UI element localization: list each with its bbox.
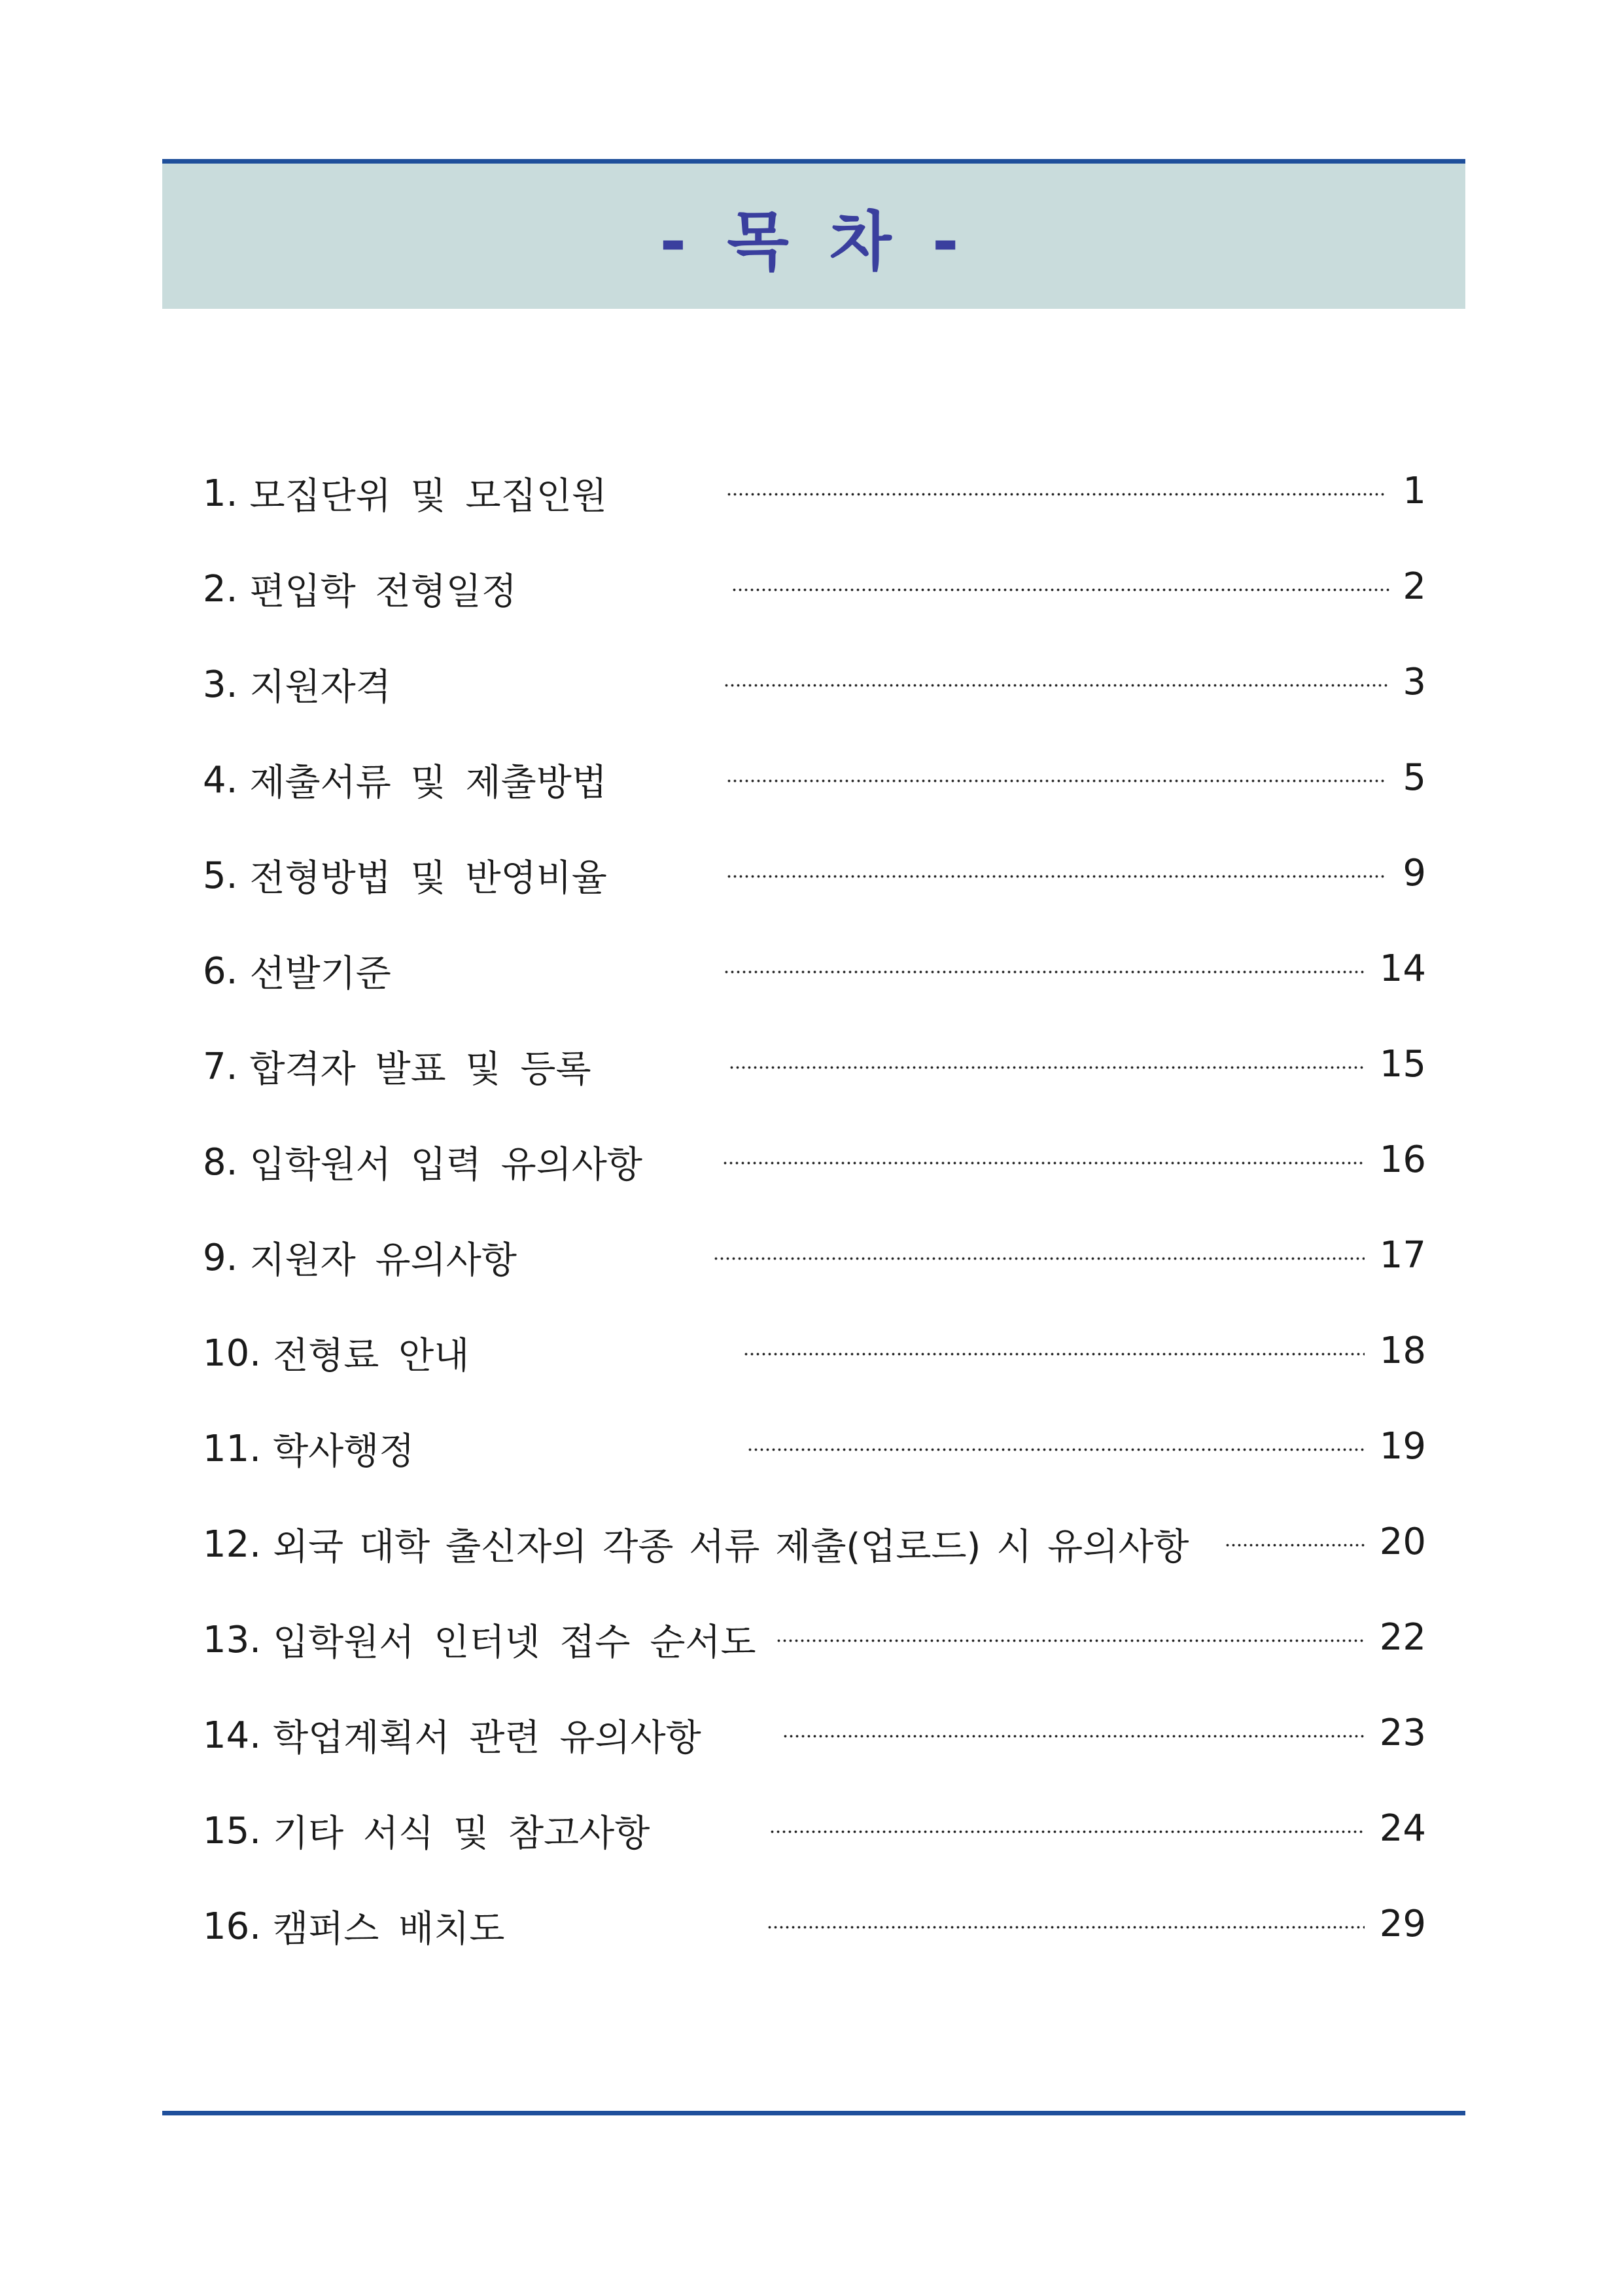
- toc-entry-page: 22: [1379, 1616, 1426, 1659]
- toc-entry-label: 합격자 발표 및 등록: [249, 1048, 591, 1091]
- toc-entry-number: 9.: [203, 1236, 238, 1279]
- toc-entry-number: 7.: [203, 1045, 238, 1088]
- toc-entry[interactable]: [203, 1129, 642, 1195]
- toc-entry-label: 입학원서 인터넷 접수 순서도: [273, 1621, 756, 1664]
- toc-entry-page: 14: [1379, 947, 1426, 990]
- toc-entry-label: 캠퍼스 배치도: [273, 1908, 505, 1951]
- toc-leader-dots: [731, 588, 1389, 592]
- toc-entry-page: 29: [1379, 1903, 1426, 1945]
- toc-leader-dots: [782, 1735, 1365, 1738]
- toc-entry-label: 전형방법 및 반영비율: [249, 857, 607, 900]
- toc-entry-page: 18: [1379, 1330, 1426, 1372]
- toc-leader-dots: [726, 493, 1386, 496]
- toc-entry[interactable]: [203, 1703, 701, 1768]
- toc-leader-dots: [769, 1830, 1365, 1833]
- toc-entry-label: 기타 서식 및 참고사항: [273, 1812, 650, 1855]
- toc-leader-dots: [713, 1257, 1365, 1260]
- toc-entry-page: 17: [1379, 1234, 1426, 1277]
- toc-entry-page: 5: [1403, 756, 1426, 799]
- toc-leader-dots: [722, 1161, 1365, 1165]
- toc-leader-dots: [747, 1448, 1365, 1451]
- toc-leader-dots: [724, 970, 1365, 974]
- toc-entry[interactable]: [203, 1225, 517, 1290]
- toc-entry-number: 11.: [203, 1427, 262, 1470]
- toc-entry[interactable]: [203, 938, 391, 1004]
- toc-entry-page: 15: [1379, 1043, 1426, 1086]
- toc-leader-dots: [743, 1352, 1365, 1356]
- toc-entry-label: 제출서류 및 제출방법: [249, 762, 607, 804]
- toc-entry-number: 5.: [203, 854, 238, 897]
- toc-entry-label: 학사행정: [273, 1430, 415, 1473]
- toc-entry-label: 전형료 안내: [273, 1335, 470, 1377]
- toc-entry[interactable]: [203, 652, 391, 717]
- page-title: - 목 차 -: [659, 204, 968, 279]
- toc-leader-dots: [729, 1066, 1365, 1069]
- toc-entry-page: 1: [1403, 470, 1426, 512]
- toc-entry[interactable]: [203, 1320, 469, 1386]
- toc-entry-page: 3: [1403, 661, 1426, 703]
- toc-entry-label: 지원자격: [249, 666, 391, 709]
- toc-entry-page: 16: [1379, 1139, 1426, 1181]
- toc-leader-dots: [1225, 1544, 1365, 1547]
- toc-entry[interactable]: [203, 1607, 756, 1672]
- toc-leader-dots: [726, 875, 1386, 878]
- toc-leader-dots: [767, 1926, 1365, 1929]
- toc-entry-page: 24: [1379, 1807, 1426, 1850]
- toc-entry-page: 2: [1403, 565, 1426, 608]
- toc-entry-page: 19: [1379, 1425, 1426, 1468]
- toc-entry-label: 편입학 전형일정: [249, 571, 517, 613]
- toc-entry-label: 선발기준: [249, 953, 391, 995]
- toc-entry-number: 3.: [203, 663, 238, 706]
- toc-leader-dots: [776, 1639, 1365, 1642]
- toc-entry[interactable]: [203, 556, 517, 622]
- toc-entry[interactable]: [203, 843, 607, 908]
- toc-entry[interactable]: [203, 461, 607, 526]
- bottom-rule: [162, 2111, 1465, 2115]
- toc-entry-label: 학업계획서 관련 유의사항: [273, 1717, 701, 1759]
- toc-entry-number: 12.: [203, 1523, 262, 1566]
- toc-entry-label: 입학원서 입력 유의사항: [249, 1144, 642, 1186]
- toc-entry-number: 1.: [203, 472, 238, 515]
- toc-entry-label: 모집단위 및 모집인원: [249, 475, 607, 518]
- toc-entry-number: 4.: [203, 758, 238, 802]
- toc-entry-label: 외국 대학 출신자의 각종 서류 제출(업로드) 시 유의사항: [273, 1526, 1189, 1568]
- toc-entry-number: 8.: [203, 1140, 238, 1184]
- toc-entry-label: 지원자 유의사항: [249, 1239, 517, 1282]
- toc-entry-number: 15.: [203, 1809, 262, 1852]
- toc-leader-dots: [724, 684, 1389, 687]
- toc-entry-number: 14.: [203, 1714, 262, 1757]
- toc-leader-dots: [726, 779, 1386, 783]
- toc-entry[interactable]: [203, 1034, 591, 1099]
- toc-entry[interactable]: [203, 1416, 414, 1481]
- toc-entry[interactable]: [203, 1894, 504, 1959]
- toc-entry[interactable]: [203, 1798, 650, 1863]
- toc-entry[interactable]: [203, 747, 607, 813]
- toc-entry-page: 20: [1379, 1521, 1426, 1563]
- toc-entry-number: 10.: [203, 1332, 262, 1375]
- toc-entry[interactable]: [203, 1511, 1189, 1577]
- toc-entry-number: 2.: [203, 567, 238, 610]
- toc-entry-page: 23: [1379, 1712, 1426, 1754]
- toc-entry-page: 9: [1403, 852, 1426, 894]
- toc-entry-number: 16.: [203, 1905, 262, 1948]
- toc-entry-number: 6.: [203, 949, 238, 993]
- toc-entry-number: 13.: [203, 1618, 262, 1661]
